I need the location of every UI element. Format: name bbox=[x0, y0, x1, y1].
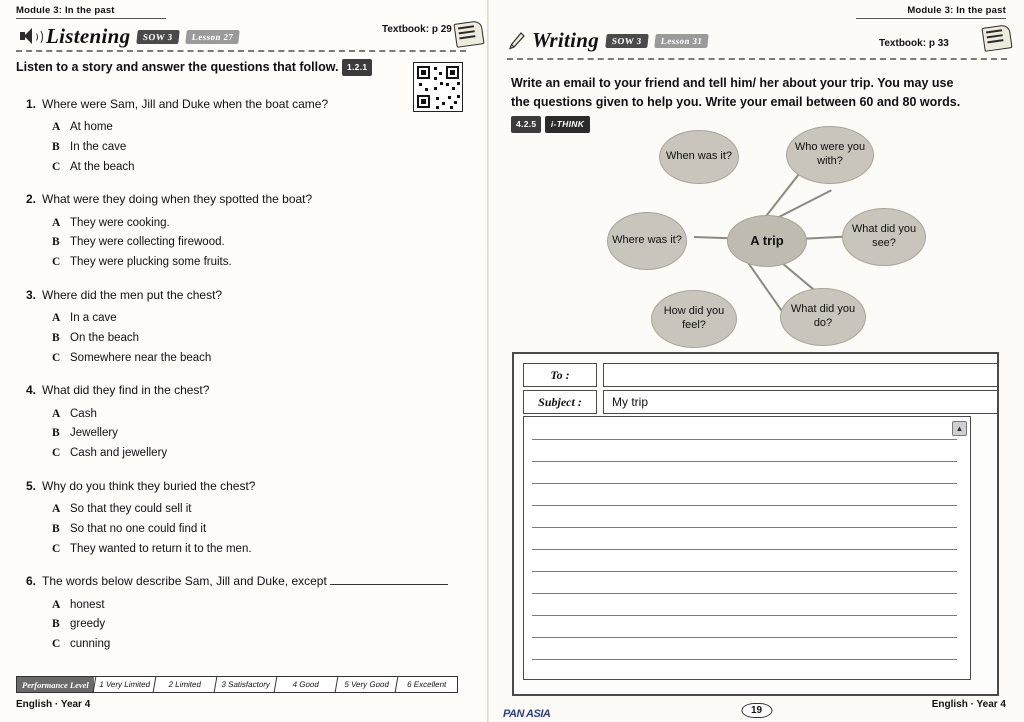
bubble-when: When was it? bbox=[659, 130, 739, 184]
option-row[interactable] bbox=[52, 615, 452, 635]
question-number: 4. bbox=[25, 383, 36, 398]
option-letter: C bbox=[52, 256, 61, 269]
performance-level-2[interactable]: 2 Limited bbox=[153, 677, 216, 692]
to-label: To : bbox=[523, 363, 597, 387]
performance-level-4[interactable]: 4 Good bbox=[274, 677, 337, 692]
bubble-map bbox=[499, 118, 1014, 338]
email-body-textarea[interactable] bbox=[523, 416, 971, 680]
writing-instruction-line1: Write an email to your friend and tell him/ her about your trip. You may use bbox=[511, 76, 954, 90]
module-tag-right: Module 3: In the past bbox=[907, 5, 1006, 16]
option-text: Somewhere near the beach bbox=[70, 351, 212, 364]
question-text-inner: The words below describe Sam, Jill and Duke, except bbox=[42, 574, 327, 589]
option-letter: B bbox=[52, 236, 60, 249]
option-letter: A bbox=[52, 407, 61, 420]
option-letter: B bbox=[52, 522, 60, 535]
book-icon-left bbox=[453, 20, 484, 48]
option-letter: A bbox=[52, 312, 61, 325]
scroll-up-icon[interactable]: ▲ bbox=[952, 421, 967, 436]
performance-level-3[interactable]: 3 Satisfactory bbox=[214, 677, 277, 692]
question-text bbox=[42, 573, 448, 589]
page-number: 19 bbox=[741, 703, 772, 718]
option-text: On the beach bbox=[70, 331, 140, 344]
to-input[interactable] bbox=[603, 363, 998, 387]
option-row[interactable] bbox=[52, 309, 452, 329]
question-text: Why do you think they buried the chest? bbox=[42, 478, 256, 493]
option-row[interactable] bbox=[52, 444, 452, 464]
option-row[interactable] bbox=[52, 214, 452, 234]
option-text: greedy bbox=[70, 618, 106, 631]
option-letter: A bbox=[52, 121, 61, 134]
question-text: What did they find in the chest? bbox=[42, 383, 210, 398]
subject-label: Subject : bbox=[523, 390, 597, 414]
listening-section-header bbox=[20, 24, 239, 49]
option-text: In a cave bbox=[70, 312, 117, 325]
question-number: 6. bbox=[25, 574, 36, 589]
skill-code-badge-left: 1.2.1 bbox=[342, 59, 372, 76]
option-row[interactable] bbox=[52, 253, 452, 273]
email-form bbox=[512, 352, 999, 696]
performance-label: Performance Level bbox=[17, 677, 94, 692]
option-text: They wanted to return it to the men. bbox=[70, 542, 252, 555]
option-row[interactable] bbox=[52, 424, 452, 444]
right-page bbox=[489, 0, 1024, 722]
option-row[interactable] bbox=[52, 540, 452, 560]
divider-dashed-right bbox=[507, 58, 1007, 60]
footer-right: English · Year 4 bbox=[931, 699, 1006, 710]
question-text: Where did the men put the chest? bbox=[42, 287, 223, 302]
option-row[interactable] bbox=[52, 138, 452, 158]
pencil-icon bbox=[509, 32, 525, 50]
question-item bbox=[22, 96, 452, 177]
option-letter: C bbox=[52, 160, 61, 173]
question-item bbox=[22, 382, 452, 463]
textbook-ref-left: Textbook: p 29 bbox=[382, 24, 452, 35]
option-text: cunning bbox=[70, 638, 111, 651]
section-title-listening: Listening bbox=[46, 24, 131, 48]
option-letter: B bbox=[52, 331, 60, 344]
left-page bbox=[0, 0, 489, 722]
speaker-icon bbox=[20, 28, 39, 45]
question-number: 1. bbox=[25, 97, 36, 111]
divider-dashed-left bbox=[16, 50, 466, 52]
bubble-what-do: What did you do? bbox=[780, 288, 866, 346]
option-letter: A bbox=[52, 598, 61, 611]
bubble-how-feel: How did you feel? bbox=[651, 290, 737, 348]
option-text: honest bbox=[70, 598, 105, 611]
tag-sow-right: SOW 3 bbox=[605, 34, 648, 48]
listening-instruction-text: Listen to a story and answer the questions that follow. bbox=[16, 60, 339, 74]
footer-left: English · Year 4 bbox=[16, 699, 91, 710]
subject-row bbox=[523, 390, 998, 414]
bubble-where: Where was it? bbox=[607, 212, 687, 270]
option-letter: C bbox=[52, 638, 61, 651]
tag-sow-left: SOW 3 bbox=[137, 30, 180, 44]
textbook-ref-right: Textbook: p 33 bbox=[879, 38, 949, 49]
ithink-badge: i-THINK bbox=[545, 116, 590, 133]
option-text: They were plucking some fruits. bbox=[70, 256, 232, 269]
option-row[interactable] bbox=[52, 118, 452, 138]
bubble-center: A trip bbox=[727, 215, 807, 267]
option-letter: B bbox=[52, 427, 60, 440]
option-letter: B bbox=[52, 618, 60, 631]
question-number: 5. bbox=[25, 478, 36, 493]
module-rule-left bbox=[16, 18, 166, 19]
option-row[interactable] bbox=[52, 635, 452, 655]
module-tag-left: Module 3: In the past bbox=[16, 5, 115, 16]
option-row[interactable] bbox=[52, 349, 452, 369]
option-letter: A bbox=[52, 503, 61, 516]
bubble-who: Who were you with? bbox=[786, 126, 874, 184]
option-text: At the beach bbox=[70, 160, 135, 173]
option-text: Cash and jewellery bbox=[70, 447, 168, 460]
option-row[interactable] bbox=[52, 158, 452, 178]
question-text: What were they doing when they spotted the boat? bbox=[42, 192, 313, 207]
question-number: 2. bbox=[25, 192, 36, 207]
option-text: They were collecting firewood. bbox=[70, 236, 225, 249]
option-row[interactable] bbox=[52, 405, 452, 425]
option-text: At home bbox=[70, 121, 113, 134]
option-letter: B bbox=[52, 140, 60, 153]
module-rule-right bbox=[856, 18, 1006, 19]
question-item bbox=[22, 478, 452, 559]
question-item bbox=[22, 287, 452, 368]
question-item bbox=[22, 573, 452, 654]
option-row[interactable] bbox=[52, 329, 452, 349]
to-row bbox=[523, 363, 998, 387]
skill-code-badge-right: 4.2.5 bbox=[511, 116, 541, 133]
option-text: Cash bbox=[70, 407, 97, 420]
question-item bbox=[22, 191, 452, 272]
option-text: So that they could sell it bbox=[70, 503, 192, 516]
question-number: 3. bbox=[25, 287, 36, 302]
option-row[interactable] bbox=[52, 596, 452, 616]
option-row[interactable] bbox=[52, 520, 452, 540]
answer-blank[interactable] bbox=[330, 574, 448, 585]
listening-question-list bbox=[22, 96, 452, 668]
performance-level-5[interactable]: 5 Very Good bbox=[335, 677, 398, 692]
option-text: They were cooking. bbox=[70, 216, 170, 229]
option-text: So that no one could find it bbox=[70, 522, 207, 535]
book-icon-right bbox=[981, 24, 1012, 52]
writing-instruction-line2: the questions given to help you. Write your email between 60 and 80 words. bbox=[511, 94, 961, 109]
option-letter: C bbox=[52, 542, 61, 555]
question-text: Where were Sam, Jill and Duke when the boat came? bbox=[42, 97, 329, 111]
listening-instruction bbox=[16, 58, 416, 77]
bubble-what-see: What did you see? bbox=[842, 208, 926, 266]
publisher-logo: PAN ASIA bbox=[503, 708, 551, 720]
option-letter: C bbox=[52, 351, 61, 364]
option-text: In the cave bbox=[70, 140, 127, 153]
writing-section-header bbox=[509, 28, 708, 53]
option-row[interactable] bbox=[52, 233, 452, 253]
performance-level-bar bbox=[16, 676, 458, 693]
tag-lesson-right: Lesson 31 bbox=[654, 34, 709, 48]
subject-input[interactable]: My trip bbox=[603, 390, 998, 414]
option-letter: C bbox=[52, 447, 61, 460]
option-text: Jewellery bbox=[70, 427, 118, 440]
option-row[interactable] bbox=[52, 500, 452, 520]
tag-lesson-left: Lesson 27 bbox=[185, 30, 240, 44]
section-title-writing: Writing bbox=[532, 28, 600, 52]
option-letter: A bbox=[52, 216, 61, 229]
performance-level-6[interactable]: 6 Excellent bbox=[395, 677, 458, 692]
performance-level-1[interactable]: 1 Very Limited bbox=[92, 677, 155, 692]
